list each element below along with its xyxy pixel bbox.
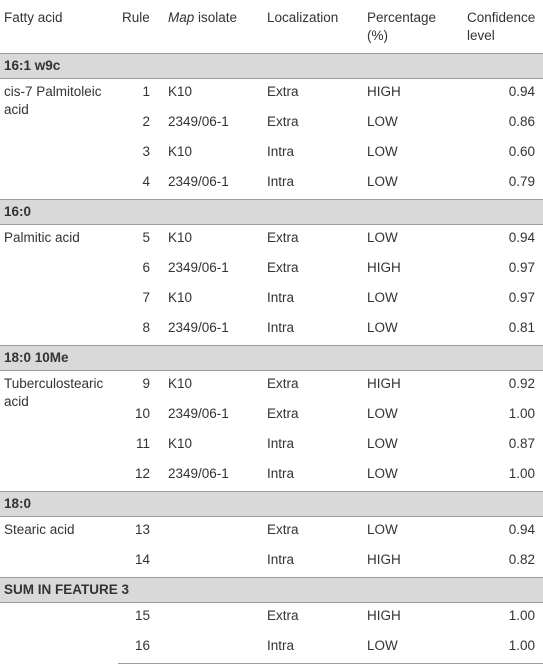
- isolate-cell: K10: [168, 436, 193, 451]
- header-row: [0, 0, 543, 54]
- localization-cell: Extra: [267, 84, 299, 99]
- percentage-cell: LOW: [367, 406, 398, 421]
- percentage-cell: HIGH: [367, 260, 401, 275]
- localization-cell: Extra: [267, 260, 299, 275]
- rule-cell: 3: [142, 144, 150, 159]
- group-header-row: [0, 492, 543, 517]
- localization-cell: Extra: [267, 522, 299, 537]
- fatty-acid-name: [0, 603, 118, 664]
- rule-cell: 14: [134, 552, 150, 567]
- group-title: SUM IN FEATURE 3: [0, 578, 543, 603]
- confidence-cell: 0.87: [508, 436, 535, 451]
- table-body: [0, 54, 543, 664]
- localization-cell: Intra: [267, 144, 295, 159]
- localization-cell: Intra: [267, 290, 295, 305]
- isolate-cell: [164, 633, 263, 664]
- isolate-cell: 2349/06-1: [168, 260, 229, 275]
- group-header-row: [0, 578, 543, 603]
- localization-cell: Intra: [267, 320, 295, 335]
- confidence-cell: 1.00: [508, 466, 535, 481]
- header-fatty-acid: Fatty acid: [0, 0, 118, 54]
- rule-cell: 4: [142, 174, 150, 189]
- rule-cell: 2: [142, 114, 150, 129]
- rule-cell: 13: [134, 522, 150, 537]
- header-localization: Localization: [263, 0, 363, 54]
- localization-cell: Intra: [267, 436, 295, 451]
- group-title: 18:0 10Me: [0, 346, 543, 371]
- percentage-cell: HIGH: [367, 376, 401, 391]
- localization-cell: Extra: [267, 406, 299, 421]
- fatty-acid-name: cis-7 Palmitoleic acid: [4, 84, 102, 117]
- percentage-cell: LOW: [367, 522, 398, 537]
- rule-cell: 9: [142, 376, 150, 391]
- percentage-cell: HIGH: [367, 84, 401, 99]
- rule-cell: 16: [118, 633, 164, 664]
- isolate-cell: K10: [168, 290, 193, 305]
- percentage-cell: LOW: [367, 144, 398, 159]
- percentage-cell: LOW: [367, 174, 398, 189]
- localization-cell: Extra: [267, 114, 299, 129]
- isolate-cell: 2349/06-1: [168, 320, 229, 335]
- table-row: [0, 517, 543, 548]
- group-header-row: [0, 54, 543, 79]
- isolate-cell: 2349/06-1: [168, 466, 229, 481]
- confidence-cell: 1.00: [508, 608, 535, 623]
- isolate-cell: [164, 547, 263, 578]
- confidence-cell: 0.94: [508, 84, 535, 99]
- localization-cell: Extra: [267, 608, 299, 623]
- isolate-cell: K10: [168, 230, 193, 245]
- isolate-cell: K10: [168, 376, 193, 391]
- group-title: 16:0: [0, 200, 543, 225]
- header-isolate-rest: isolate: [194, 10, 238, 25]
- header-confidence: Confidence level: [463, 0, 543, 54]
- confidence-cell: 0.82: [508, 552, 535, 567]
- percentage-cell: LOW: [367, 320, 398, 335]
- confidence-cell: 0.79: [508, 174, 535, 189]
- isolate-cell: [164, 603, 263, 634]
- header-percentage: Percentage (%): [363, 0, 463, 54]
- confidence-cell: 0.94: [508, 522, 535, 537]
- localization-cell: Intra: [267, 466, 295, 481]
- rule-cell: 6: [142, 260, 150, 275]
- header-map-isolate: [164, 0, 263, 54]
- percentage-cell: LOW: [367, 114, 398, 129]
- percentage-cell: HIGH: [367, 608, 401, 623]
- confidence-cell: 0.86: [508, 114, 535, 129]
- rule-cell: 10: [134, 406, 150, 421]
- percentage-cell: LOW: [367, 466, 398, 481]
- confidence-cell: 1.00: [463, 633, 543, 664]
- fatty-acid-name: Palmitic acid: [4, 230, 80, 245]
- percentage-cell: LOW: [367, 290, 398, 305]
- rule-cell: 11: [135, 436, 150, 451]
- confidence-cell: 0.97: [508, 260, 535, 275]
- localization-cell: Intra: [263, 633, 363, 664]
- table-row: [0, 371, 543, 402]
- confidence-cell: 0.97: [508, 290, 535, 305]
- localization-cell: Intra: [267, 552, 295, 567]
- isolate-cell: 2349/06-1: [168, 174, 229, 189]
- isolate-cell: K10: [168, 84, 193, 99]
- rule-cell: 7: [142, 290, 150, 305]
- rule-cell: 5: [142, 230, 150, 245]
- table-row: [0, 603, 543, 634]
- percentage-cell: HIGH: [367, 552, 401, 567]
- rule-cell: 8: [142, 320, 150, 335]
- isolate-cell: 2349/06-1: [168, 114, 229, 129]
- confidence-cell: 0.81: [508, 320, 535, 335]
- localization-cell: Intra: [267, 174, 295, 189]
- isolate-cell: 2349/06-1: [168, 406, 229, 421]
- table-row: [0, 225, 543, 256]
- confidence-cell: 0.94: [508, 230, 535, 245]
- percentage-cell: LOW: [367, 436, 398, 451]
- header-rule: Rule: [118, 0, 164, 54]
- isolate-cell: K10: [168, 144, 193, 159]
- group-title: 18:0: [0, 492, 543, 517]
- header-map-italic: Map: [168, 10, 195, 25]
- table-row: [0, 79, 543, 110]
- rule-cell: 15: [134, 608, 150, 623]
- percentage-cell: LOW: [367, 230, 398, 245]
- confidence-cell: 1.00: [508, 406, 535, 421]
- group-title: 16:1 w9c: [0, 54, 543, 79]
- isolate-cell: [164, 517, 263, 548]
- localization-cell: Extra: [267, 376, 299, 391]
- rule-cell: 12: [134, 466, 150, 481]
- confidence-cell: 0.92: [508, 376, 535, 391]
- confidence-cell: 0.60: [508, 144, 535, 159]
- fatty-acid-name: Tuberculostearic acid: [4, 376, 104, 409]
- group-header-row: [0, 200, 543, 225]
- fatty-acid-name: Stearic acid: [4, 522, 75, 537]
- percentage-cell: LOW: [363, 633, 463, 664]
- localization-cell: Extra: [267, 230, 299, 245]
- group-header-row: [0, 346, 543, 371]
- rule-cell: 1: [142, 84, 150, 99]
